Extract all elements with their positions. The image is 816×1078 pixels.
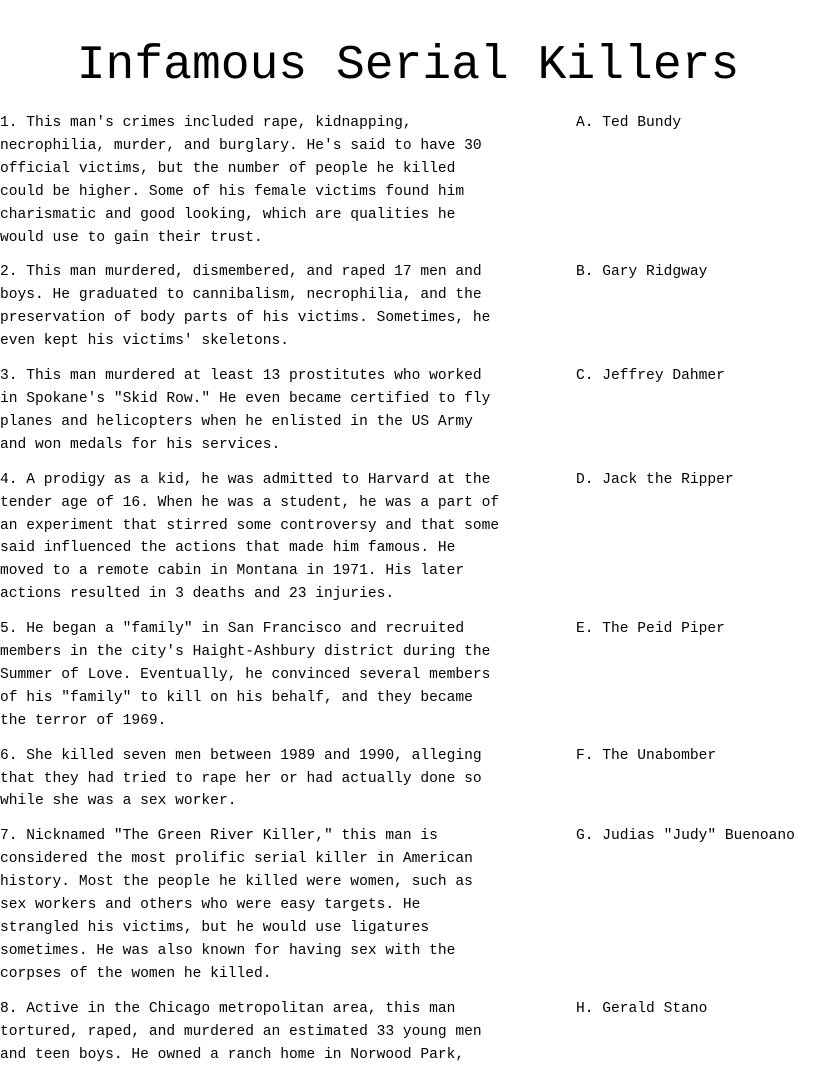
answer-g: G. Judias "Judy" Buenoano xyxy=(576,828,795,845)
worksheet-title: Infamous Serial Killers xyxy=(76,39,740,93)
answer-c: C. Jeffrey Dahmer xyxy=(576,368,725,385)
answer-d: D. Jack the Ripper xyxy=(576,471,734,488)
question-2: 2. This man murdered, dismembered, and raped 17 men and boys. He graduated to cannibalism, necrophilia, and the preservation of body parts of his victims. Sometimes, he even kept his victims' skeletons. xyxy=(0,264,491,350)
matching-row xyxy=(0,825,816,985)
matching-row xyxy=(0,998,816,1067)
matching-row xyxy=(0,261,816,353)
question-7: 7. Nicknamed "The Green River Killer," this man is considered the most prolific serial killer in American history. Most the people he killed were women, such as sex workers and others who were easy targets. He strangled his victims, but he would use ligatures sometimes. He was also known for having sex with the corpses of the women he killed. xyxy=(0,828,473,982)
question-6: 6. She killed seven men between 1989 and 1990, alleging that they had tried to rape her or had actually done so while she was a sex worker. xyxy=(0,747,482,810)
answer-h: H. Gerald Stano xyxy=(576,1000,708,1017)
answer-b: B. Gary Ridgway xyxy=(576,264,708,281)
question-1: 1. This man's crimes included rape, kidnapping, necrophilia, murder, and burglary. He's said to have 30 official victims, but the number of people he killed could be higher. Some of his female victims found him charismatic and good looking, which are qualities he would use to gain their trust. xyxy=(0,115,482,246)
question-3: 3. This man murdered at least 13 prostitutes who worked in Spokane's "Skid Row." He even became certified to fly planes and helicopters when he enlisted in the US Army and won medals for his services. xyxy=(0,368,491,453)
matching-row xyxy=(0,365,816,457)
question-8: 8. Active in the Chicago metropolitan area, this man tortured, raped, and murdered an estimated 33 young men and teen boys. He owned a ranch home in Norwood Park, xyxy=(0,1000,482,1063)
matching-row xyxy=(0,112,816,249)
matching-row xyxy=(0,745,816,814)
answer-a: A. Ted Bundy xyxy=(576,115,682,131)
matching-row xyxy=(0,618,816,733)
matching-list xyxy=(0,112,816,1078)
question-5: 5. He began a "family" in San Francisco and recruited members in the city's Haight-Ashbury district during the Summer of Love. Eventually, he convinced several members of his "family" to kill on his behalf, and they became the terror of 1969. xyxy=(0,621,491,729)
question-4: 4. A prodigy as a kid, he was admitted to Harvard at the tender age of 16. When he was a student, he was a part of an experiment that stirred some controversy and that some said influenced the actions that made him famous. He moved to a remote cabin in Montana in 1971. His later actions resulted in 3 deaths and 23 injuries. xyxy=(0,471,500,603)
answer-f: F. The Unabomber xyxy=(576,747,717,764)
answer-e: E. The Peid Piper xyxy=(576,621,725,638)
matching-row xyxy=(0,469,816,606)
